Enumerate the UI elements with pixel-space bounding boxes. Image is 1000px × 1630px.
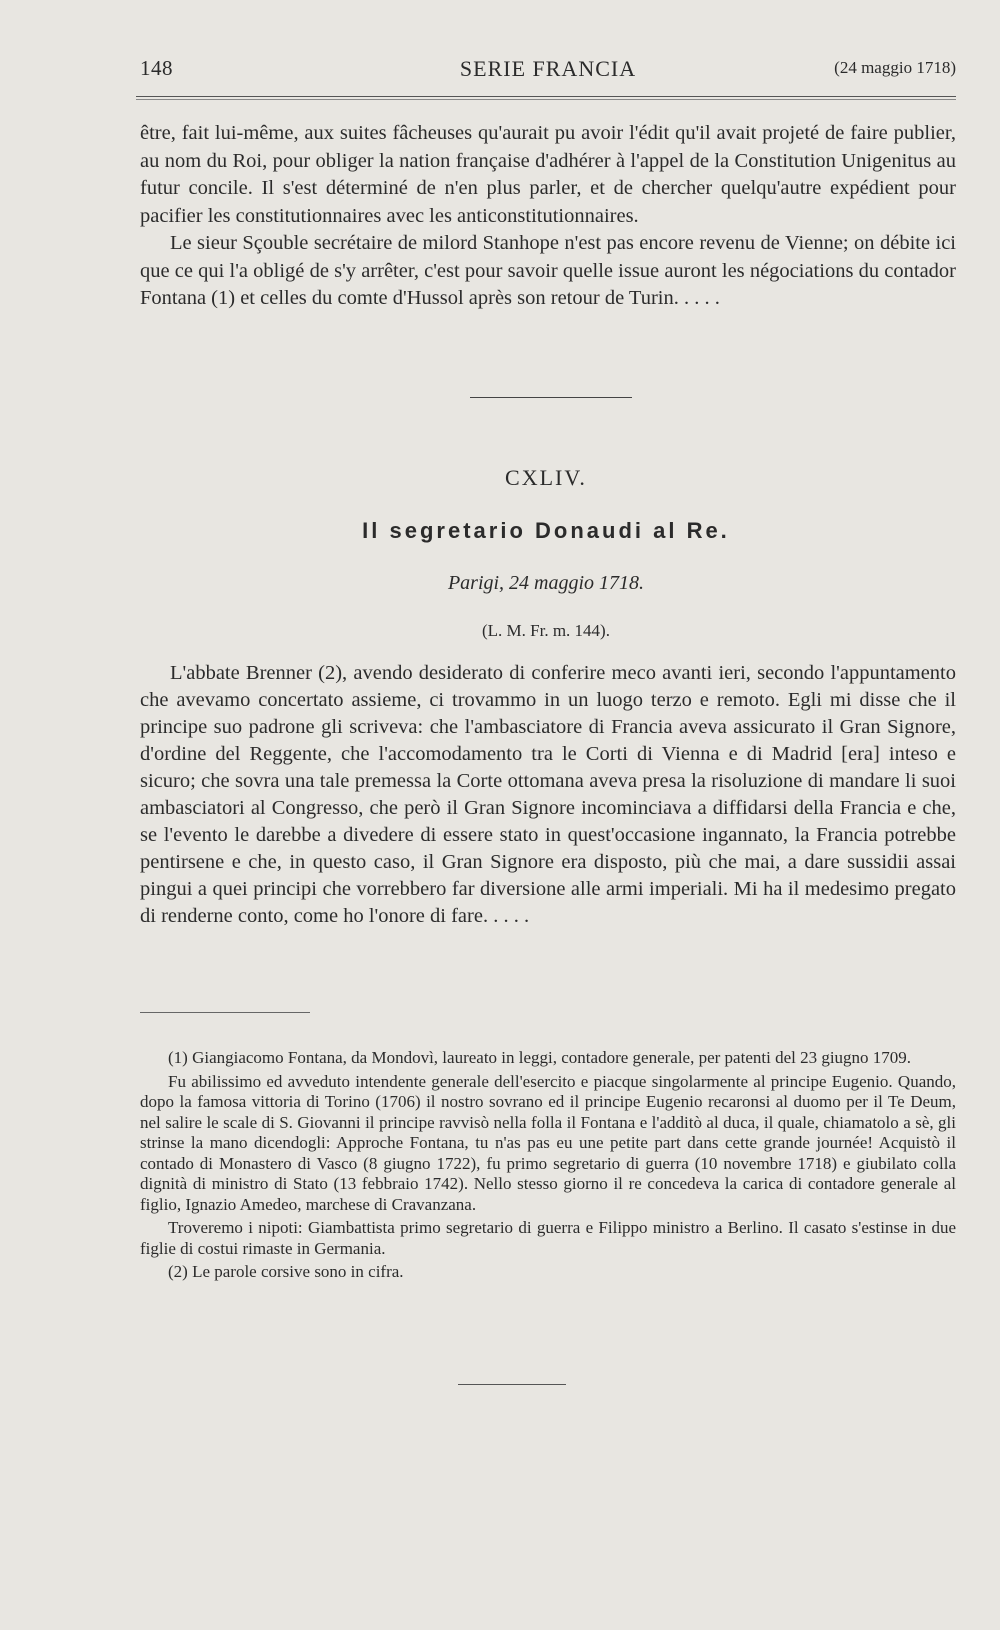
running-title: SERIE FRANCIA	[459, 56, 637, 81]
document-place-date: Parigi, 24 maggio 1718.	[447, 572, 645, 594]
footnote-2: (2) Le parole corsive sono in cifra.	[168, 1262, 404, 1281]
footnote-divider	[140, 1012, 310, 1013]
intro-text	[140, 120, 956, 313]
intro-paragraph-2: Le sieur Sçouble secrétaire de milord Stanhope n'est pas encore revenu de Vienne; on débite ici que ce qui l'a obligé de s'y arrêter, c'est pour savoir quelle issue auront les négociations du contador Fontana (1) et celles du comte d'Hussol après son retour de Turin. . . . .	[140, 232, 956, 309]
intro-paragraph-1: être, fait lui-même, aux suites fâcheuses qu'aurait pu avoir l'édit qu'il avait projeté de faire publier, au nom du Roi, pour obliger la nation française d'adhérer à l'appel de la Constitution Unigenitus au futur concile. Il s'est déterminé de n'en plus parler, et de chercher quelqu'autre expédient pour pacifier les constitutionnaires avec les anticonstitutionnaires.	[140, 122, 956, 227]
end-divider	[458, 1384, 566, 1385]
footnote-1-continued: Fu abilissimo ed avveduto intendente generale dell'esercito e piacque singolarmente al principe Eugenio. Quando, dopo la famosa vittoria di Torino (1706) il nostro sovrano ed il principe Eugenio recaronsi al duomo per il Te Deum, nel salire le scale di S. Giovanni il principe ravvisò nella folla il Fontana e l'additò al duca, il quale, chiamatolo a sè, gli strinse la mano dicendogli: Approche Fontana, tu n'as pas eu une petite part dans cette grande journée! Acquistò il contado di Monastero di Vasco (8 giugno 1722), fu primo segretario di guerra (10 novembre 1718) e giubilato colla dignità di ministro di Stato (13 febbraio 1742). Nello stesso giorno il re concedeva la carica di contadore generale al figlio, Ignazio Amedeo, marchese di Cravanzana.	[140, 1071, 956, 1214]
running-header	[140, 56, 956, 90]
header-date: (24 maggio 1718)	[834, 58, 956, 77]
footnote-1-descendants: Troveremo i nipoti: Giambattista primo segretario di guerra e Filippo ministro a Berlino. Il casato s'estinse in due figlie di costui rimaste in Germania.	[140, 1218, 956, 1258]
letter-paragraph: L'abbate Brenner (2), avendo desiderato di conferire meco avanti ieri, secondo l'appuntamento che avevamo concertato assieme, ci trovammo in un luogo terzo e remoto. Egli mi disse che il principe suo padrone gli scriveva: che l'ambasciatore di Francia aveva assicurato il Gran Signore, d'ordine del Reggente, che l'accomodamento tra le Corti di Vienna e di Madrid [era] inteso e sicuro; che sovra una tale premessa la Corte ottomana aveva presa la risoluzione di mandare li suoi ambasciatori al Congresso, che però il Gran Signore incominciava a diffidarsi della Francia e che, se l'evento le darebbe a divedere di essere stato in quest'occasione ingannato, la Francia potrebbe pentirsene e che, in questo caso, il Gran Signore era disposto, più che mai, a dare sussidii assai pingui a quei principi che vorrebbero far diversione alle armi imperiali. Mi ha il medesimo pregato di renderne conto, come ho l'onore di fare. . . . .	[140, 662, 956, 927]
letter-text	[140, 660, 956, 930]
header-rule	[136, 96, 956, 100]
page-number: 148	[140, 56, 173, 80]
document-number: CXLIV.	[505, 465, 587, 490]
footnotes	[140, 1048, 956, 1286]
footnote-1: (1) Giangiacomo Fontana, da Mondovì, laureato in leggi, contadore generale, per patenti del 23 giugno 1709.	[168, 1048, 912, 1067]
section-divider	[470, 397, 632, 398]
document-reference: (L. M. Fr. m. 144).	[482, 621, 610, 640]
document-title: Il segretario Donaudi al Re.	[362, 518, 730, 543]
